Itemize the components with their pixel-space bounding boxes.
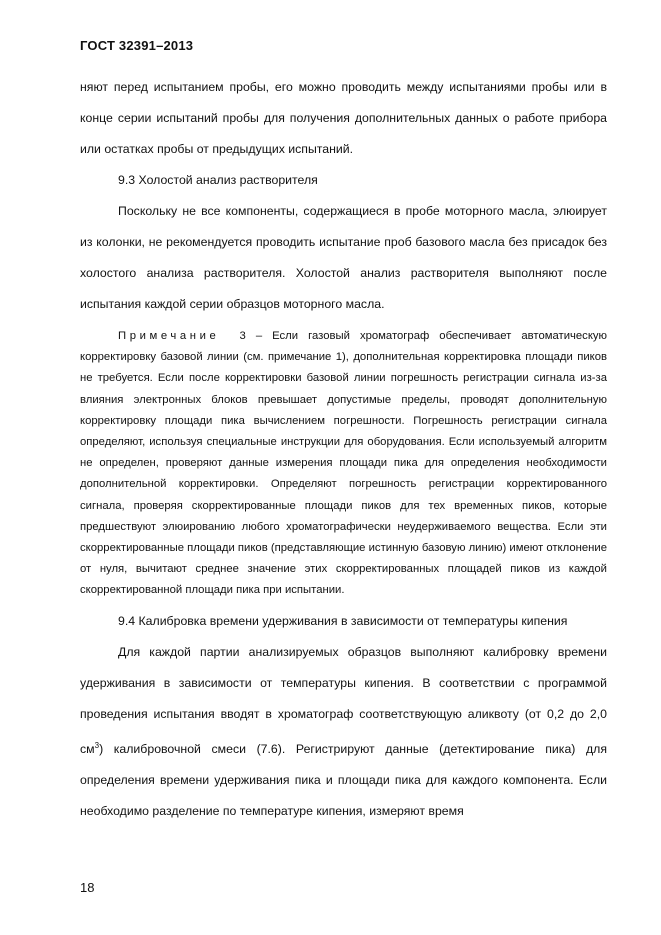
note-number: 3 (239, 330, 246, 342)
document-body (80, 72, 607, 827)
document-header: ГОСТ 32391–2013 (80, 38, 194, 53)
superscript-3: 3 (94, 740, 100, 750)
note-text: – Если газовый хроматограф обеспечивает автоматическую корректировку базовой линии (см. примечание 1), дополнительная корректировка площади пиков не требуется. Если после корректировки базовой линии погрешность регистрации сигнала из-за влияния электронных блоков превышает допустимые пределы, проводят дополнительную корректировку площади пика вычислением погрешности. Погрешность регистрации сигнала определяют, используя специальные инструкции для оборудования. Если используемый алгоритм не определен, проверяют данные измерения площади пика для определения необходимости дополнительной корректировки. Определяют погрешность регистрации корректированного сигнала, проверяя скорректированные площади пиков для тех временных пиков, которые предшествуют элюированию любого хроматографически неудерживаемого вещества. Если эти скорректированные площади пиков (представляющие истинную базовую линию) имеют отклонение от нуля, вычитают среднее значение этих скорректированных площадей пиков из каждой скорректированной площади пика при испытании. (80, 330, 608, 597)
section-heading-9-3: 9.3 Холостой анализ растворителя (118, 173, 318, 187)
section-heading-9-4: 9.4 Калибровка времени удерживания в зависимости от температуры кипения (118, 613, 568, 628)
page-number: 18 (80, 880, 95, 895)
note-3 (80, 326, 607, 602)
note-label: Примечание (118, 330, 220, 342)
paragraph-continuation: няют перед испытанием пробы, его можно проводить между испытаниями пробы или в конце серии испытаний пробы для получения дополнительных данных о работе прибора или остатках пробы от предыдущих испытаний. (80, 80, 607, 156)
paragraph-solvent-blank: Поскольку не все компоненты, содержащиеся в пробе моторного масла, элюирует из колонки, не рекомендуется проводить испытание проб базового масла без присадок без холостого анализа растворителя. Холостой анализ растворителя выполняют после испытания каждой серии образцов моторного масла. (80, 204, 607, 311)
paragraph-calibration (80, 637, 607, 827)
calibration-text-part1: Для каждой партии анализируемых образцов выполняют калибровку времени удерживания в зависимости от температуры кипения. В соответствии с программой проведения испытания вводят в хроматограф соответствующую аликвоту (от 0,2 до 2,0 см (80, 644, 607, 756)
calibration-text-part2: ) калибровочной смеси (7.6). Регистрируют данные (детектирование пика) для определения времени удерживания пика и площади пика для каждого компонента. Если необходимо разделение по температуре кипения, измеряют время (80, 741, 607, 818)
